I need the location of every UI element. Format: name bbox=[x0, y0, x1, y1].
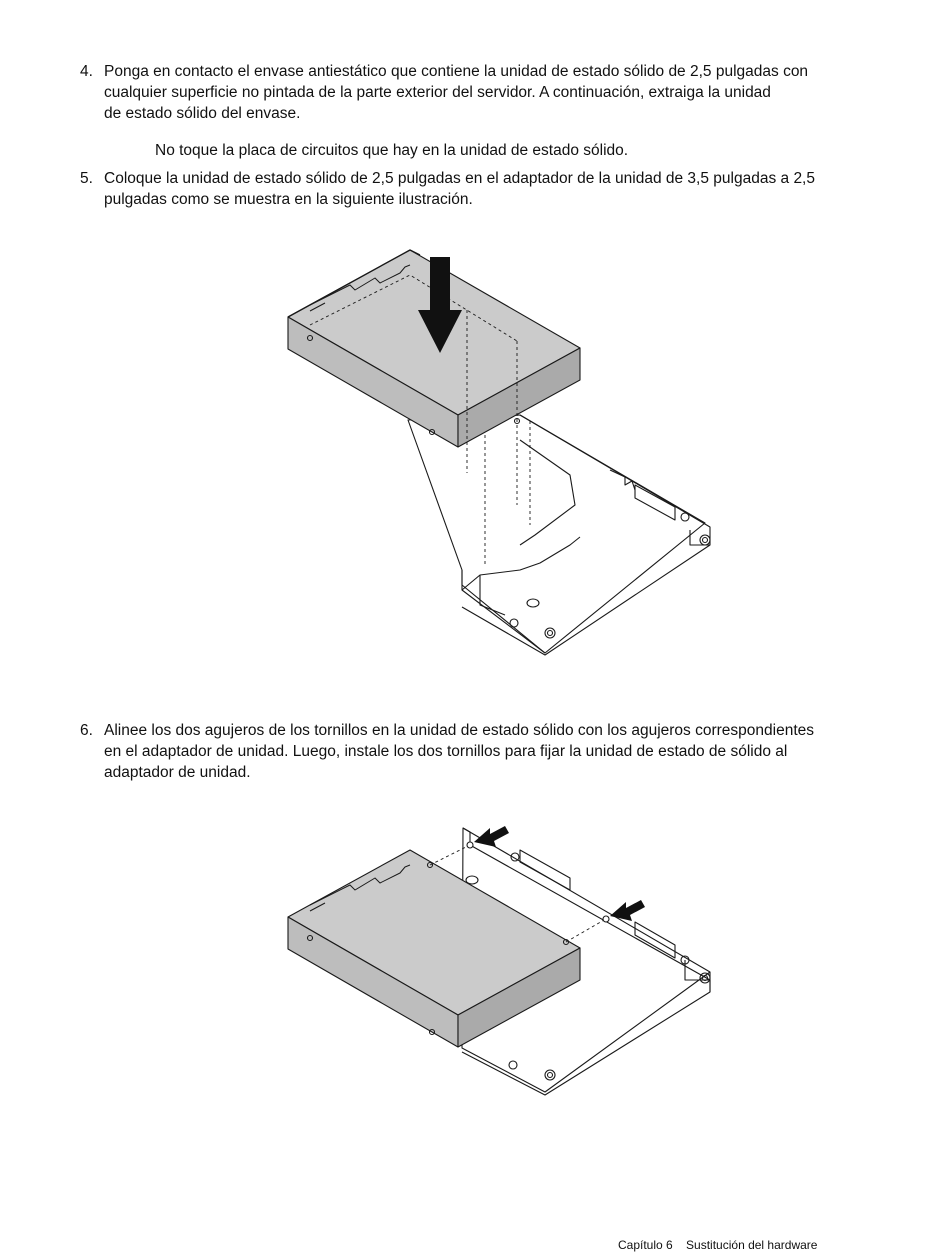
figure-install-drive-in-adapter bbox=[280, 245, 730, 665]
page-footer bbox=[618, 1238, 827, 1252]
step-number: 5. bbox=[80, 170, 93, 187]
footer-title: Sustitución del hardware bbox=[686, 1238, 818, 1252]
step-5 bbox=[80, 168, 910, 210]
step-text-line: pulgadas como se muestra en la siguiente ilustración. bbox=[104, 191, 473, 208]
screw-icon bbox=[467, 842, 473, 848]
step-text-line: adaptador de unidad. bbox=[104, 764, 251, 781]
step-number: 4. bbox=[80, 63, 93, 80]
footer-chapter: Capítulo 6 bbox=[618, 1238, 673, 1252]
step-4 bbox=[80, 61, 910, 124]
step-6 bbox=[80, 720, 910, 783]
step-text-line: de estado sólido del envase. bbox=[104, 105, 301, 122]
step-text-line: Alinee los dos agujeros de los tornillos en la unidad de estado sólido con los agujeros correspondientes bbox=[104, 722, 815, 739]
step-text-line: Ponga en contacto el envase antiestático que contiene la unidad de estado sólido de 2,5 pulgadas con bbox=[104, 63, 809, 80]
step-text-line: cualquier superficie no pintada de la parte exterior del servidor. A continuación, extraiga la unidad bbox=[104, 84, 771, 101]
step-text-line: en el adaptador de unidad. Luego, instale los dos tornillos para fijar la unidad de estado de sólido al bbox=[104, 743, 788, 760]
step-4-note: No toque la placa de circuitos que hay en la unidad de estado sólido. bbox=[155, 142, 629, 159]
figure-install-screws bbox=[280, 820, 730, 1100]
screw-icon bbox=[603, 916, 609, 922]
step-text-line: Coloque la unidad de estado sólido de 2,5 pulgadas en el adaptador de la unidad de 3,5 pulgadas a 2,5 bbox=[104, 170, 815, 187]
step-number: 6. bbox=[80, 722, 93, 739]
adapter-bracket bbox=[408, 415, 710, 655]
